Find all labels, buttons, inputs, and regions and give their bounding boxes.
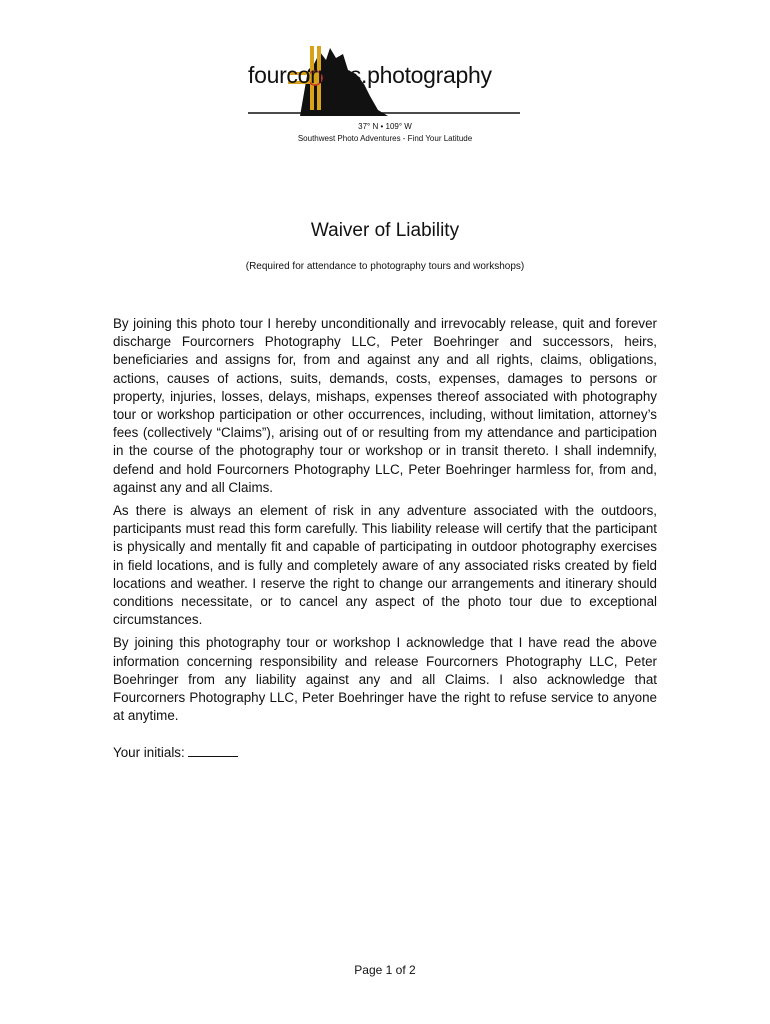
- paragraph-acknowledge: By joining this photography tour or workshop I acknowledge that I have read the above information concerning responsibility and release Fourcorners Photography LLC, Peter Boehringer from any liability against any and all Claims. I also acknowledge that Fourcorners Photography LLC, Peter Boehringer have the right to refuse service to anyone at anytime.: [113, 635, 657, 724]
- coordinates: 37° N • 109° W: [358, 122, 412, 131]
- paragraph-risk: As there is always an element of risk in any adventure associated with the outdoors, participants must read this form carefully. This liability release will certify that the participant is physically and mentally fit and capable of participating in outdoor photography exercises in field locations, and is fully and completely aware of any associated risks created by field locations and weather. I reserve the right to change our arrangements and itinerary should conditions necessitate, or to cancel any aspect of the photo tour due to exceptional circumstances.: [113, 503, 657, 628]
- initials-line: [113, 744, 657, 762]
- page-number: Page 1 of 2: [354, 963, 416, 977]
- initials-label: Your initials:: [113, 745, 185, 761]
- company-logo: [248, 40, 524, 116]
- waiver-body: [113, 315, 657, 763]
- document-title: Waiver of Liability: [310, 220, 460, 241]
- tagline: Southwest Photo Adventures - Find Your Latitude: [297, 134, 473, 143]
- initials-field[interactable]: [188, 744, 238, 757]
- document-subtitle: (Required for attendance to photography tours and workshops): [245, 261, 525, 272]
- paragraph-release: By joining this photo tour I hereby unconditionally and irrevocably release, quit and forever discharge Fourcorners Photography LLC, Peter Boehringer and successors, heirs, beneficiaries and assigns for, from and against any and all rights, claims, obligations, actions, causes of actions, suits, demands, costs, expenses, damages to persons or property, injuries, losses, delays, mishaps, expenses thereof associated with photography tour or workshop participation or other occurrences, including, without limitation, attorney’s fees (collectively “Claims”), arising out of or resulting from my attendance and participation in the course of the photography tour or workshop or in transit thereto. I shall indemnify, defend and hold Fourcorners Photography LLC, Peter Boehringer harmless for, from and, against any and all Claims.: [113, 316, 657, 495]
- logo-wordmark: fourcorners.photography: [248, 62, 492, 88]
